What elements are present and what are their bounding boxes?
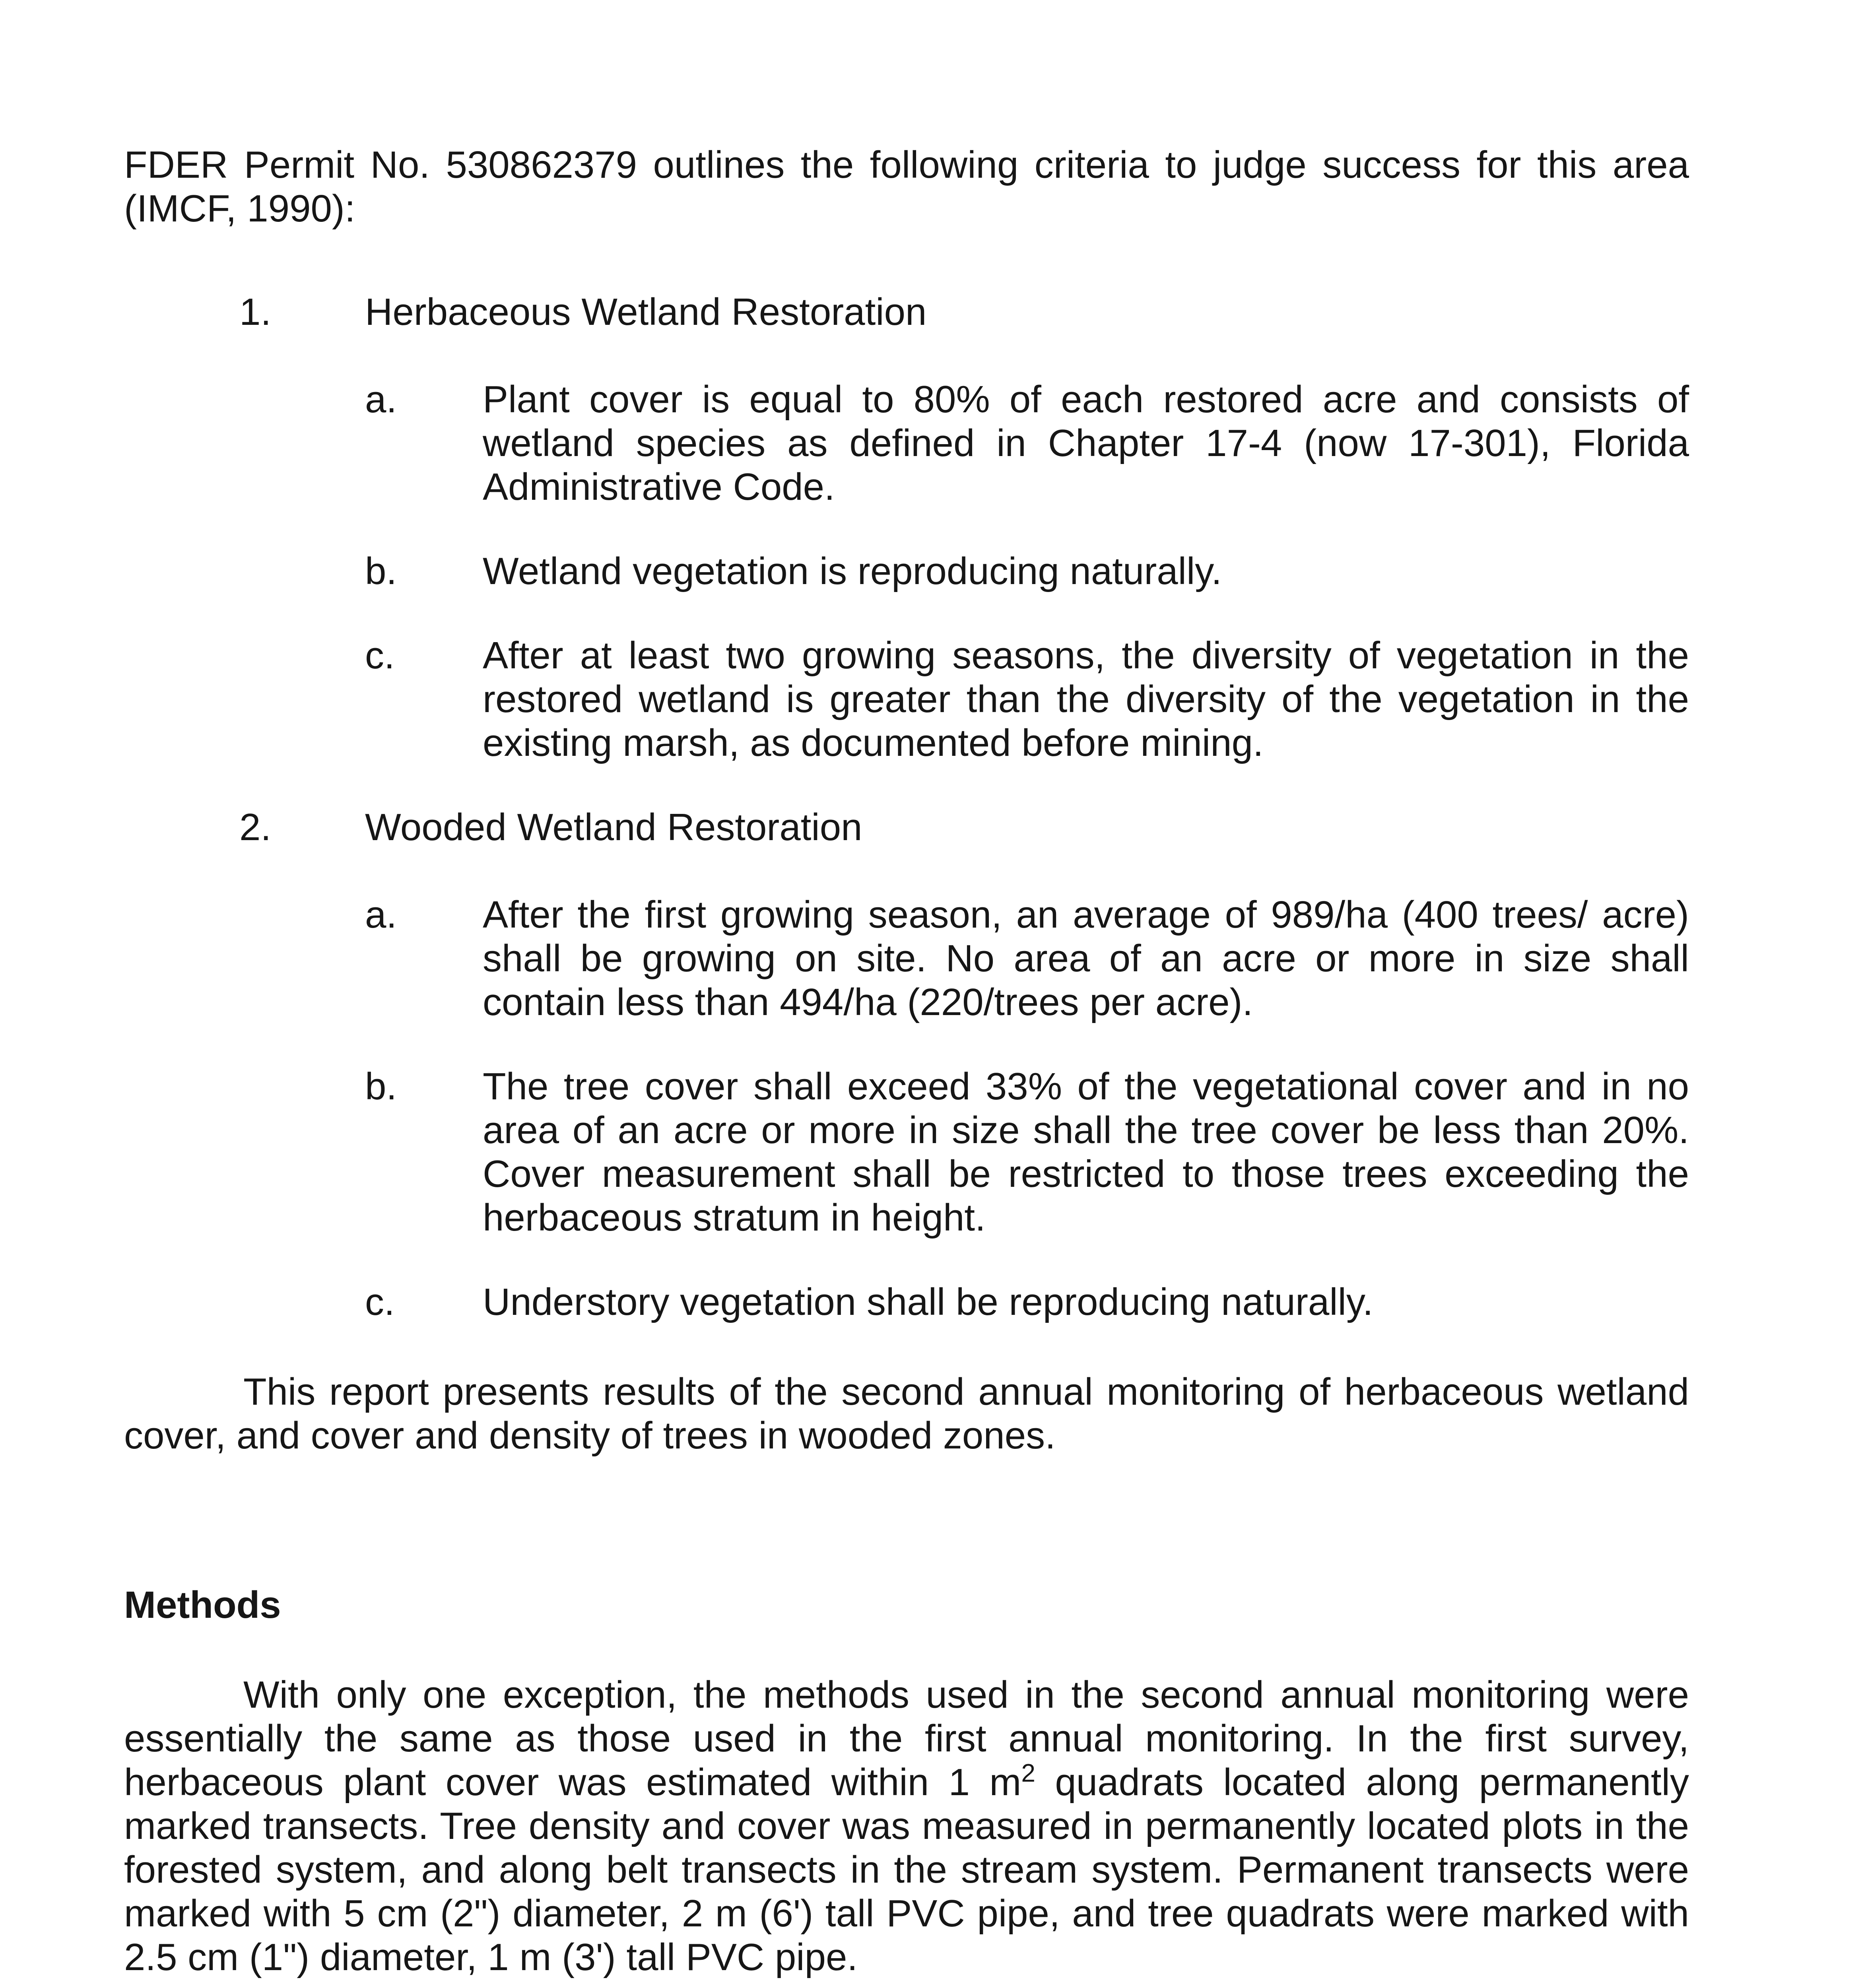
methods-p1-text-a: With only one exception, the methods used in the second annual monitoring were essentially the same as those used in the first annual monitoring. In the first survey, herbaceous plant cover was estimated within 1 m [124,1673,1689,1804]
document-page [124,143,1689,1988]
item-text: After at least two growing seasons, the diversity of vegetation in the restored wetland is greater than the diversity of the vegetation in the existing marsh, as documented before mining. [483,634,1689,764]
item-letter: b. [365,550,397,592]
superscript: 2 [1021,1759,1035,1787]
intro-paragraph: FDER Permit No. 530862379 outlines the following criteria to judge success for this area (IMCF, 1990): [124,144,1689,230]
criterion-1a [124,378,1689,509]
methods-paragraph-1 [124,1673,1689,1979]
criterion-2-header [124,806,1689,849]
criterion-1b [124,549,1689,593]
item-text: The tree cover shall exceed 33% of the vegetational cover and in no area of an acre or more in size shall the tree cover be less than 20%. Cover measurement shall be restricted to those trees exceeding the herbaceous stratum in height. [483,1065,1689,1239]
criterion-2c [124,1280,1689,1324]
criterion-1-header [124,290,1689,334]
item-text: After the first growing season, an average of 989/ha (400 trees/ acre) shall be growing on site. No area of an acre or more in size shall contain less than 494/ha (220/trees per acre). [483,893,1689,1023]
closing-paragraph: This report presents results of the second annual monitoring of herbaceous wetland cover, and cover and density of trees in wooded zones. [124,1371,1689,1457]
methods-heading: Methods [124,1584,281,1626]
criterion-title: Wooded Wetland Restoration [365,806,862,848]
item-text: Plant cover is equal to 80% of each restored acre and consists of wetland species as defined in Chapter 17-4 (now 17-301), Florida Administrative Code. [483,378,1689,508]
item-text: Wetland vegetation is reproducing naturally. [483,550,1222,592]
item-letter: a. [365,378,397,421]
criterion-number: 1. [239,291,272,333]
item-letter: c. [365,634,395,677]
criterion-number: 2. [239,806,272,848]
item-letter: a. [365,893,397,936]
criterion-title: Herbaceous Wetland Restoration [365,291,927,333]
item-letter: b. [365,1065,397,1108]
methods-p1-text-b: quadrats located along permanently marked transects. Tree density and cover was measured in permanently located plots in the forested system, and along belt transects in the stream system. Permanent transects were marked with 5 cm (2") diameter, 2 m (6') tall PVC pipe, and tree quadrats were marked with 2.5 cm (1") diameter, 1 m (3') tall PVC pipe. [124,1761,1689,1978]
criterion-1c [124,634,1689,765]
criterion-2a [124,893,1689,1024]
item-letter: c. [365,1281,395,1323]
item-text: Understory vegetation shall be reproducing naturally. [483,1281,1373,1323]
criterion-2b [124,1065,1689,1240]
